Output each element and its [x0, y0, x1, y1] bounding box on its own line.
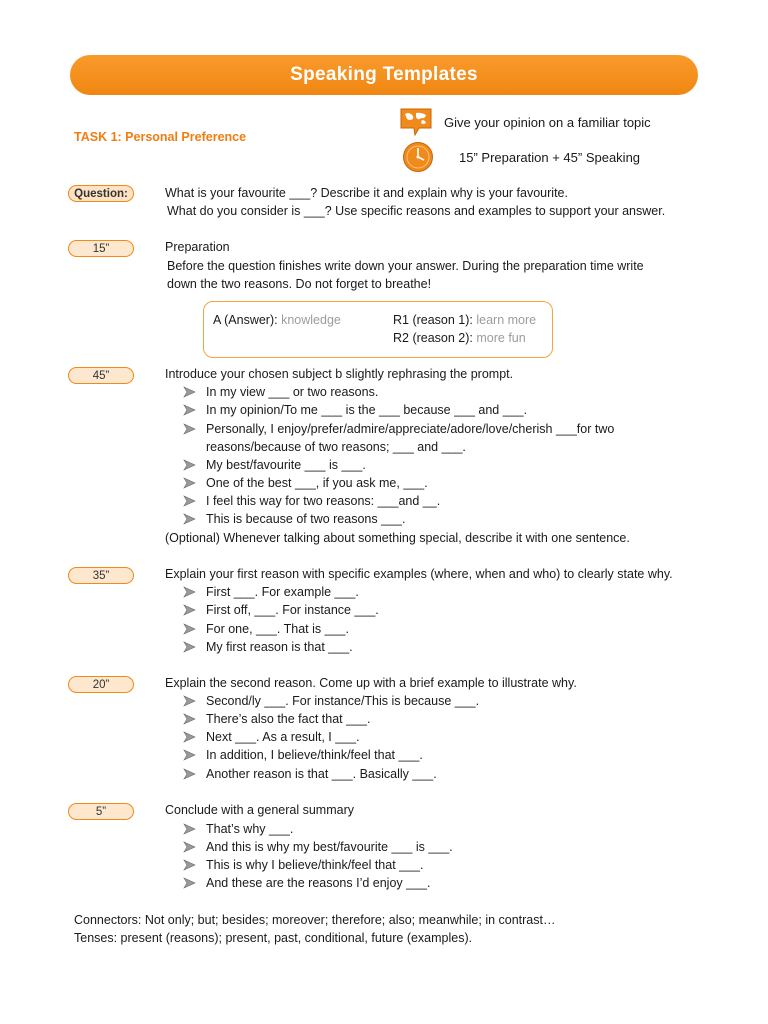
page-title: Speaking Templates [290, 64, 478, 85]
list-item: And this is why my best/favourite ___ is ___. [183, 840, 453, 854]
arrow-bullet-icon [183, 423, 197, 435]
list-item: In my opinion/To me ___ is the ___ because ___ and ___. [183, 403, 527, 417]
list-item: This is because of two reasons ___. [183, 512, 405, 526]
list-item: For one, ___. That is ___. [183, 622, 349, 636]
arrow-bullet-icon [183, 459, 197, 471]
arrow-bullet-icon [183, 731, 197, 743]
info-topic [398, 106, 651, 138]
list-item: In my view ___ or two reasons. [183, 385, 378, 399]
list-item: One of the best ___, if you ask me, ___. [183, 476, 428, 490]
question-line-2: What do you consider is ___? Use specific reasons and examples to support your answer. [167, 204, 666, 218]
prep-line-2: down the two reasons. Do not forget to breathe! [167, 277, 432, 291]
reason-1-entry [393, 313, 536, 327]
question-pill: Question: [68, 185, 134, 202]
arrow-bullet-icon [183, 623, 197, 635]
list-item: And these are the reasons I’d enjoy ___. [183, 876, 430, 890]
arrow-bullet-icon [183, 404, 197, 416]
arrow-bullet-icon [183, 604, 197, 616]
list-item: That’s why ___. [183, 822, 293, 836]
list-item: First off, ___. For instance ___. [183, 603, 379, 617]
connectors-note: Connectors: Not only; but; besides; moreover; therefore; also; meanwhile; in contrast… [74, 913, 556, 927]
arrow-bullet-icon [183, 641, 197, 653]
intro-time-pill: 45” [68, 367, 134, 384]
info-timing-text: 15” Preparation + 45” Speaking [459, 149, 641, 165]
list-item: My first reason is that ___. [183, 640, 353, 654]
list-item: My best/favourite ___ is ___. [183, 458, 366, 472]
reason-2-value: more fun [476, 331, 526, 345]
prep-time-pill: 15” [68, 240, 134, 257]
list-item: I feel this way for two reasons: ___and __. [183, 494, 440, 508]
tenses-note: Tenses: present (reasons); present, past, conditional, future (examples). [74, 931, 473, 945]
arrow-bullet-icon [183, 495, 197, 507]
arrow-bullet-icon [183, 713, 197, 725]
answer-label: A (Answer): [213, 313, 282, 327]
arrow-bullet-icon [183, 695, 197, 707]
arrow-bullet-icon [183, 877, 197, 889]
list-item: Second/ly ___. For instance/This is because ___. [183, 694, 479, 708]
clock-icon [402, 141, 434, 173]
list-item: In addition, I believe/think/feel that ___. [183, 748, 423, 762]
prep-line-1: Before the question finishes write down your answer. During the preparation time write [167, 259, 644, 273]
answer-entry [213, 313, 341, 327]
answer-box [203, 301, 553, 358]
arrow-bullet-icon [183, 513, 197, 525]
list-item: Personally, I enjoy/prefer/admire/appreciate/adore/love/cherish ___for two [183, 422, 614, 436]
page-title-banner [70, 55, 698, 95]
world-map-icon [398, 106, 434, 138]
arrow-bullet-icon [183, 823, 197, 835]
arrow-bullet-icon [183, 586, 197, 598]
info-timing [402, 141, 640, 173]
list-item: There’s also the fact that ___. [183, 712, 370, 726]
conclusion-time-pill: 5” [68, 803, 134, 820]
arrow-bullet-icon [183, 841, 197, 853]
second-reason-title: Explain the second reason. Come up with a brief example to illustrate why. [165, 676, 577, 690]
conclusion-title: Conclude with a general summary [165, 803, 354, 817]
answer-value: knowledge [281, 313, 341, 327]
list-item: First ___. For example ___. [183, 585, 359, 599]
list-item-continuation: reasons/because of two reasons; ___ and ___. [206, 440, 466, 454]
arrow-bullet-icon [183, 859, 197, 871]
list-item: This is why I believe/think/feel that ___. [183, 858, 423, 872]
arrow-bullet-icon [183, 477, 197, 489]
arrow-bullet-icon [183, 386, 197, 398]
info-topic-text: Give your opinion on a familiar topic [444, 114, 651, 130]
list-item: Another reason is that ___. Basically ___. [183, 767, 437, 781]
list-item: Next ___. As a result, I ___. [183, 730, 360, 744]
question-line-1: What is your favourite ___? Describe it and explain why is your favourite. [165, 186, 568, 200]
arrow-bullet-icon [183, 749, 197, 761]
first-reason-time-pill: 35” [68, 567, 134, 584]
prep-title: Preparation [165, 240, 230, 254]
reason-2-label: R2 (reason 2): [393, 331, 477, 345]
first-reason-title: Explain your first reason with specific examples (where, when and who) to clearly state why. [165, 567, 673, 581]
second-reason-time-pill: 20” [68, 676, 134, 693]
intro-title: Introduce your chosen subject b slightly rephrasing the prompt. [165, 367, 514, 381]
reason-2-entry [393, 331, 526, 345]
reason-1-value: learn more [476, 313, 537, 327]
task-label: TASK 1: Personal Preference [74, 130, 247, 144]
arrow-bullet-icon [183, 768, 197, 780]
intro-optional-note: (Optional) Whenever talking about something special, describe it with one sentence. [165, 531, 630, 545]
reason-1-label: R1 (reason 1): [393, 313, 477, 327]
